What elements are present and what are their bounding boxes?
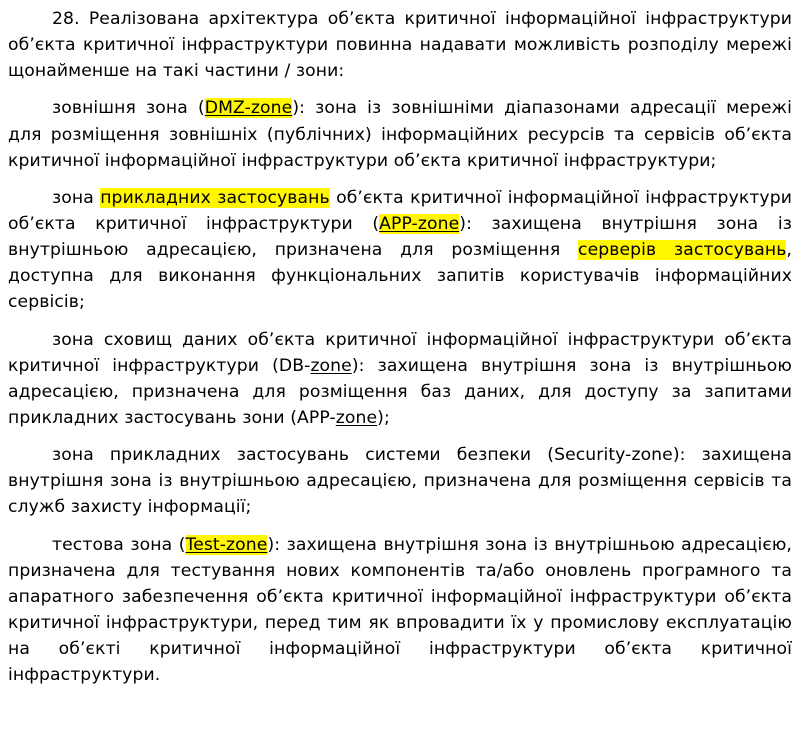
highlighted-text: серверів застосувань (578, 240, 787, 261)
text-run: зона (52, 187, 101, 208)
highlighted-text: прикладних застосувань (100, 187, 330, 208)
document-body (8, 6, 792, 688)
text-run: зовнішня зона ( (52, 98, 205, 119)
paragraph-dmz-zone (8, 95, 792, 173)
paragraph-test-zone (8, 532, 792, 689)
paragraph-app-zone (8, 185, 792, 316)
text-run: ): зона із зовнішніми діапазонами адресації мережі для розміщення зовнішніх (публічних) інформаційних ресурсів та сервісів об’єкта критичної інформаційної інфраструктури об’єкта критичної інфраструктури; (8, 98, 792, 171)
highlighted-underlined-text: APP-zone (379, 213, 460, 234)
text-run: тестова зона ( (52, 534, 186, 555)
highlighted-underlined-text: Test-zone (185, 534, 268, 555)
text-run: ); (377, 407, 390, 428)
text-run: зона сховищ даних об’єкта критичної інформаційної інфраструктури об’єкта критичної інфраструктури (DB- (8, 329, 792, 376)
paragraph-item-28 (8, 6, 792, 84)
paragraph-security-zone (8, 442, 792, 520)
text-run: ): захищена внутрішня зона із внутрішньою адресацією, призначена для тестування нових компонентів та/або оновлень програмного та апаратного забезпечення об’єкта критичної інформаційної інфраструктури об’єкта критичної інфраструктури, перед тим як впровадити їх у промислову експлуатацію на об’єкті критичної інформаційної інфраструктури об’єкта критичної інфраструктури. (8, 534, 792, 686)
text-run: ): захищена внутрішня зона із внутрішньою адресацією, призначена для розміщення (8, 213, 792, 261)
paragraph-db-zone (8, 327, 792, 432)
text-run: ): захищена внутрішня зона із внутрішньою адресацією, призначена для розміщення баз даних, для доступу за запитами прикладних застосувань зони (APP- (8, 355, 792, 428)
text-run: Реалізована архітектура об’єкта критичної інформаційної інфраструктури об’єкта критичної інфраструктури повинна надавати можливість розподілу мережі щонайменше на такі частини / зони: (8, 9, 792, 82)
highlighted-underlined-text: DMZ-zone (204, 98, 293, 119)
text-run: зона прикладних застосувань системи безпеки (Security-zone): захищена внутрішня зона із внутрішньою адресацією, призначена для розміщення сервісів та служб захисту інформації; (8, 445, 792, 518)
text-run: 28. (52, 9, 89, 29)
underlined-text: zone (310, 355, 352, 376)
underlined-text: zone (335, 407, 378, 428)
text-run: об’єкта критичної інформаційної інфраструктури об’єкта критичної інфраструктури ( (8, 187, 792, 234)
text-run: , доступна для виконання функціональних запитів користувачів інформаційних сервісів; (8, 240, 792, 313)
